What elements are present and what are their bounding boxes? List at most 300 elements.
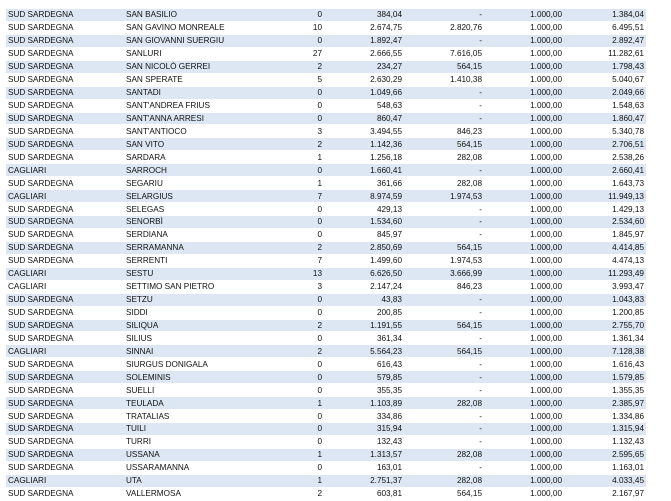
amount-c-cell: 1.000,00: [484, 34, 564, 47]
amount-c-cell: 1.000,00: [484, 112, 564, 125]
count-cell: 2: [274, 241, 324, 254]
amount-b-cell: 282,08: [404, 177, 484, 190]
municipality-cell: SANTADI: [124, 86, 274, 99]
table-row: [6, 21, 646, 34]
amount-a-cell: 2.147,24: [324, 280, 404, 293]
amount-a-cell: 163,01: [324, 461, 404, 474]
province-cell: SUD SARDEGNA: [6, 306, 124, 319]
table-row: [6, 86, 646, 99]
amount-a-cell: 334,86: [324, 410, 404, 423]
amount-a-cell: 234,27: [324, 60, 404, 73]
amount-b-cell: 2.820,76: [404, 21, 484, 34]
table-row: [6, 345, 646, 358]
amount-b-cell: 846,23: [404, 280, 484, 293]
table-row: [6, 435, 646, 448]
amount-b-cell: -: [404, 306, 484, 319]
total-cell: 1.361,34: [564, 332, 646, 345]
count-cell: 0: [274, 99, 324, 112]
amount-b-cell: -: [404, 293, 484, 306]
total-cell: 4.414,85: [564, 241, 646, 254]
amount-b-cell: -: [404, 164, 484, 177]
count-cell: 7: [274, 254, 324, 267]
count-cell: 0: [274, 423, 324, 436]
amount-c-cell: 1.000,00: [484, 138, 564, 151]
total-cell: 2.660,41: [564, 164, 646, 177]
province-cell: SUD SARDEGNA: [6, 9, 124, 21]
table-body: [6, 9, 646, 500]
table-row: [6, 190, 646, 203]
municipality-cell: SAN NICOLÒ GERREI: [124, 60, 274, 73]
total-cell: 1.845,97: [564, 228, 646, 241]
municipality-cell: SANT'ANNA ARRESI: [124, 112, 274, 125]
amount-b-cell: 1.410,38: [404, 73, 484, 86]
municipality-cell: USSARAMANNA: [124, 461, 274, 474]
amount-a-cell: 1.049,66: [324, 86, 404, 99]
amount-c-cell: 1.000,00: [484, 474, 564, 487]
province-cell: SUD SARDEGNA: [6, 461, 124, 474]
municipality-cell: TURRI: [124, 435, 274, 448]
total-cell: 1.798,43: [564, 60, 646, 73]
total-cell: 1.355,35: [564, 384, 646, 397]
total-cell: 2.167,97: [564, 487, 646, 500]
province-cell: SUD SARDEGNA: [6, 216, 124, 229]
data-table: [6, 9, 646, 501]
count-cell: 27: [274, 47, 324, 60]
total-cell: 1.643,73: [564, 177, 646, 190]
count-cell: 2: [274, 60, 324, 73]
total-cell: 1.429,13: [564, 203, 646, 216]
province-cell: SUD SARDEGNA: [6, 371, 124, 384]
amount-c-cell: 1.000,00: [484, 86, 564, 99]
amount-a-cell: 1.191,55: [324, 319, 404, 332]
amount-a-cell: 860,47: [324, 112, 404, 125]
count-cell: 7: [274, 190, 324, 203]
amount-b-cell: 564,15: [404, 138, 484, 151]
table-row: [6, 423, 646, 436]
municipality-cell: SEGARIU: [124, 177, 274, 190]
province-cell: SUD SARDEGNA: [6, 423, 124, 436]
total-cell: 7.128,38: [564, 345, 646, 358]
municipality-cell: UTA: [124, 474, 274, 487]
province-cell: SUD SARDEGNA: [6, 125, 124, 138]
total-cell: 2.538,26: [564, 151, 646, 164]
province-cell: SUD SARDEGNA: [6, 397, 124, 410]
amount-b-cell: -: [404, 203, 484, 216]
amount-c-cell: 1.000,00: [484, 435, 564, 448]
table-row: [6, 474, 646, 487]
province-cell: SUD SARDEGNA: [6, 60, 124, 73]
table-row: [6, 9, 646, 21]
province-cell: SUD SARDEGNA: [6, 177, 124, 190]
municipality-cell: SANT'ANDREA FRIUS: [124, 99, 274, 112]
count-cell: 0: [274, 34, 324, 47]
amount-a-cell: 2.630,29: [324, 73, 404, 86]
total-cell: 5.040,67: [564, 73, 646, 86]
amount-b-cell: 282,08: [404, 397, 484, 410]
province-cell: SUD SARDEGNA: [6, 358, 124, 371]
municipality-cell: SAN VITO: [124, 138, 274, 151]
amount-a-cell: 6.626,50: [324, 267, 404, 280]
total-cell: 2.049,66: [564, 86, 646, 99]
amount-a-cell: 1.534,60: [324, 216, 404, 229]
total-cell: 5.340,78: [564, 125, 646, 138]
amount-a-cell: 5.564,23: [324, 345, 404, 358]
amount-b-cell: 564,15: [404, 60, 484, 73]
amount-c-cell: 1.000,00: [484, 345, 564, 358]
province-cell: SUD SARDEGNA: [6, 47, 124, 60]
count-cell: 5: [274, 73, 324, 86]
count-cell: 0: [274, 164, 324, 177]
count-cell: 0: [274, 228, 324, 241]
amount-a-cell: 355,35: [324, 384, 404, 397]
amount-c-cell: 1.000,00: [484, 177, 564, 190]
amount-a-cell: 2.751,37: [324, 474, 404, 487]
table-row: [6, 138, 646, 151]
table-row: [6, 216, 646, 229]
province-cell: CAGLIARI: [6, 280, 124, 293]
municipality-cell: SAN SPERATE: [124, 73, 274, 86]
table-row: [6, 332, 646, 345]
total-cell: 2.595,65: [564, 448, 646, 461]
amount-c-cell: 1.000,00: [484, 358, 564, 371]
amount-c-cell: 1.000,00: [484, 410, 564, 423]
amount-a-cell: 2.850,69: [324, 241, 404, 254]
total-cell: 11.293,49: [564, 267, 646, 280]
table-row: [6, 358, 646, 371]
amount-c-cell: 1.000,00: [484, 164, 564, 177]
municipality-cell: SENORBÌ: [124, 216, 274, 229]
count-cell: 0: [274, 112, 324, 125]
municipality-cell: SAN BASILIO: [124, 9, 274, 21]
total-cell: 1.548,63: [564, 99, 646, 112]
count-cell: 1: [274, 177, 324, 190]
province-cell: SUD SARDEGNA: [6, 228, 124, 241]
count-cell: 0: [274, 461, 324, 474]
amount-c-cell: 1.000,00: [484, 332, 564, 345]
municipality-cell: SINNAI: [124, 345, 274, 358]
amount-b-cell: 564,15: [404, 319, 484, 332]
total-cell: 1.616,43: [564, 358, 646, 371]
amount-b-cell: -: [404, 112, 484, 125]
count-cell: 0: [274, 86, 324, 99]
amount-c-cell: 1.000,00: [484, 241, 564, 254]
count-cell: 2: [274, 487, 324, 500]
municipality-cell: SIURGUS DONIGALA: [124, 358, 274, 371]
total-cell: 6.495,51: [564, 21, 646, 34]
amount-a-cell: 384,04: [324, 9, 404, 21]
municipality-cell: SAN GIOVANNI SUERGIU: [124, 34, 274, 47]
province-cell: SUD SARDEGNA: [6, 73, 124, 86]
municipality-cell: SARROCH: [124, 164, 274, 177]
count-cell: 1: [274, 397, 324, 410]
table-row: [6, 151, 646, 164]
amount-b-cell: -: [404, 384, 484, 397]
table-row: [6, 228, 646, 241]
municipality-cell: SERRAMANNA: [124, 241, 274, 254]
province-cell: SUD SARDEGNA: [6, 448, 124, 461]
amount-a-cell: 1.103,89: [324, 397, 404, 410]
total-cell: 2.385,97: [564, 397, 646, 410]
count-cell: 0: [274, 203, 324, 216]
amount-c-cell: 1.000,00: [484, 203, 564, 216]
province-cell: SUD SARDEGNA: [6, 293, 124, 306]
amount-a-cell: 1.313,57: [324, 448, 404, 461]
province-cell: SUD SARDEGNA: [6, 21, 124, 34]
amount-b-cell: -: [404, 34, 484, 47]
amount-a-cell: 1.256,18: [324, 151, 404, 164]
province-cell: SUD SARDEGNA: [6, 34, 124, 47]
province-cell: SUD SARDEGNA: [6, 99, 124, 112]
table-row: [6, 280, 646, 293]
total-cell: 1.043,83: [564, 293, 646, 306]
total-cell: 4.474,13: [564, 254, 646, 267]
amount-b-cell: -: [404, 423, 484, 436]
province-cell: SUD SARDEGNA: [6, 319, 124, 332]
amount-c-cell: 1.000,00: [484, 21, 564, 34]
table-row: [6, 319, 646, 332]
municipality-cell: SELARGIUS: [124, 190, 274, 203]
amount-c-cell: 1.000,00: [484, 99, 564, 112]
amount-b-cell: 846,23: [404, 125, 484, 138]
table-row: [6, 306, 646, 319]
amount-c-cell: 1.000,00: [484, 423, 564, 436]
municipality-cell: TUILI: [124, 423, 274, 436]
province-cell: SUD SARDEGNA: [6, 151, 124, 164]
municipality-cell: SIDDI: [124, 306, 274, 319]
amount-b-cell: -: [404, 228, 484, 241]
count-cell: 1: [274, 151, 324, 164]
table-row: [6, 34, 646, 47]
table-row: [6, 60, 646, 73]
municipality-cell: SANT'ANTIOCO: [124, 125, 274, 138]
total-cell: 1.384,04: [564, 9, 646, 21]
amount-b-cell: 564,15: [404, 345, 484, 358]
province-cell: SUD SARDEGNA: [6, 410, 124, 423]
total-cell: 2.892,47: [564, 34, 646, 47]
table-row: [6, 203, 646, 216]
table-row: [6, 125, 646, 138]
count-cell: 0: [274, 306, 324, 319]
count-cell: 2: [274, 345, 324, 358]
amount-c-cell: 1.000,00: [484, 9, 564, 21]
municipality-cell: SETTIMO SAN PIETRO: [124, 280, 274, 293]
amount-c-cell: 1.000,00: [484, 319, 564, 332]
count-cell: 0: [274, 293, 324, 306]
amount-a-cell: 2.674,75: [324, 21, 404, 34]
municipality-cell: TRATALIAS: [124, 410, 274, 423]
amount-a-cell: 200,85: [324, 306, 404, 319]
count-cell: 0: [274, 410, 324, 423]
table-row: [6, 254, 646, 267]
count-cell: 2: [274, 319, 324, 332]
amount-b-cell: -: [404, 371, 484, 384]
table-row: [6, 397, 646, 410]
province-cell: CAGLIARI: [6, 474, 124, 487]
amount-c-cell: 1.000,00: [484, 371, 564, 384]
amount-b-cell: 282,08: [404, 151, 484, 164]
amount-b-cell: 282,08: [404, 474, 484, 487]
total-cell: 2.706,51: [564, 138, 646, 151]
amount-b-cell: 282,08: [404, 448, 484, 461]
province-cell: CAGLIARI: [6, 267, 124, 280]
amount-b-cell: 1.974,53: [404, 254, 484, 267]
municipality-cell: SILIQUA: [124, 319, 274, 332]
table-row: [6, 371, 646, 384]
amount-c-cell: 1.000,00: [484, 190, 564, 203]
table-row: [6, 112, 646, 125]
province-cell: SUD SARDEGNA: [6, 435, 124, 448]
amount-a-cell: 361,34: [324, 332, 404, 345]
amount-a-cell: 1.142,36: [324, 138, 404, 151]
municipality-cell: SERRENTI: [124, 254, 274, 267]
amount-a-cell: 361,66: [324, 177, 404, 190]
total-cell: 1.579,85: [564, 371, 646, 384]
amount-b-cell: 564,15: [404, 487, 484, 500]
province-cell: SUD SARDEGNA: [6, 203, 124, 216]
amount-b-cell: -: [404, 435, 484, 448]
table-row: [6, 47, 646, 60]
count-cell: 3: [274, 125, 324, 138]
municipality-cell: SESTU: [124, 267, 274, 280]
count-cell: 10: [274, 21, 324, 34]
count-cell: 0: [274, 9, 324, 21]
municipality-cell: USSANA: [124, 448, 274, 461]
amount-c-cell: 1.000,00: [484, 293, 564, 306]
total-cell: 3.993,47: [564, 280, 646, 293]
count-cell: 1: [274, 448, 324, 461]
municipality-cell: SAN GAVINO MONREALE: [124, 21, 274, 34]
municipality-cell: VALLERMOSA: [124, 487, 274, 500]
amount-a-cell: 548,63: [324, 99, 404, 112]
municipality-cell: SOLEMINIS: [124, 371, 274, 384]
amount-a-cell: 132,43: [324, 435, 404, 448]
count-cell: 0: [274, 435, 324, 448]
amount-c-cell: 1.000,00: [484, 461, 564, 474]
municipality-cell: SUELLI: [124, 384, 274, 397]
count-cell: 2: [274, 138, 324, 151]
table-row: [6, 448, 646, 461]
amount-c-cell: 1.000,00: [484, 60, 564, 73]
table-row: [6, 461, 646, 474]
amount-a-cell: 315,94: [324, 423, 404, 436]
municipality-cell: SILIUS: [124, 332, 274, 345]
amount-c-cell: 1.000,00: [484, 487, 564, 500]
amount-b-cell: 564,15: [404, 241, 484, 254]
municipality-cell: SARDARA: [124, 151, 274, 164]
amount-b-cell: -: [404, 86, 484, 99]
amount-a-cell: 845,97: [324, 228, 404, 241]
table-row: [6, 164, 646, 177]
province-cell: SUD SARDEGNA: [6, 86, 124, 99]
table-row: [6, 410, 646, 423]
province-cell: SUD SARDEGNA: [6, 487, 124, 500]
amount-a-cell: 1.660,41: [324, 164, 404, 177]
amount-b-cell: 3.666,99: [404, 267, 484, 280]
province-cell: SUD SARDEGNA: [6, 332, 124, 345]
total-cell: 1.200,85: [564, 306, 646, 319]
province-cell: SUD SARDEGNA: [6, 241, 124, 254]
table-row: [6, 177, 646, 190]
total-cell: 1.860,47: [564, 112, 646, 125]
total-cell: 2.755,70: [564, 319, 646, 332]
amount-a-cell: 579,85: [324, 371, 404, 384]
municipality-cell: SETZU: [124, 293, 274, 306]
province-cell: CAGLIARI: [6, 164, 124, 177]
amount-b-cell: -: [404, 9, 484, 21]
amount-c-cell: 1.000,00: [484, 306, 564, 319]
amount-c-cell: 1.000,00: [484, 216, 564, 229]
province-cell: SUD SARDEGNA: [6, 384, 124, 397]
total-cell: 1.132,43: [564, 435, 646, 448]
amount-a-cell: 429,13: [324, 203, 404, 216]
province-cell: SUD SARDEGNA: [6, 254, 124, 267]
amount-c-cell: 1.000,00: [484, 267, 564, 280]
table-row: [6, 267, 646, 280]
amount-b-cell: 1.974,53: [404, 190, 484, 203]
amount-c-cell: 1.000,00: [484, 47, 564, 60]
count-cell: 1: [274, 474, 324, 487]
amount-a-cell: 8.974,59: [324, 190, 404, 203]
table-row: [6, 487, 646, 500]
amount-c-cell: 1.000,00: [484, 228, 564, 241]
count-cell: 0: [274, 384, 324, 397]
count-cell: 0: [274, 216, 324, 229]
amount-c-cell: 1.000,00: [484, 151, 564, 164]
municipality-cell: SERDIANA: [124, 228, 274, 241]
table-row: [6, 384, 646, 397]
amount-a-cell: 1.499,60: [324, 254, 404, 267]
province-cell: SUD SARDEGNA: [6, 112, 124, 125]
total-cell: 2.534,60: [564, 216, 646, 229]
amount-b-cell: 7.616,05: [404, 47, 484, 60]
amount-b-cell: -: [404, 99, 484, 112]
amount-c-cell: 1.000,00: [484, 384, 564, 397]
table-row: [6, 99, 646, 112]
amount-c-cell: 1.000,00: [484, 73, 564, 86]
amount-b-cell: -: [404, 216, 484, 229]
amount-a-cell: 603,81: [324, 487, 404, 500]
total-cell: 11.949,13: [564, 190, 646, 203]
total-cell: 1.334,86: [564, 410, 646, 423]
municipality-cell: SELEGAS: [124, 203, 274, 216]
province-cell: SUD SARDEGNA: [6, 138, 124, 151]
count-cell: 3: [274, 280, 324, 293]
municipality-cell: SANLURI: [124, 47, 274, 60]
total-cell: 1.163,01: [564, 461, 646, 474]
amount-c-cell: 1.000,00: [484, 448, 564, 461]
count-cell: 0: [274, 358, 324, 371]
amount-a-cell: 3.494,55: [324, 125, 404, 138]
amount-b-cell: -: [404, 332, 484, 345]
amount-a-cell: 43,83: [324, 293, 404, 306]
amount-b-cell: -: [404, 461, 484, 474]
amount-a-cell: 616,43: [324, 358, 404, 371]
table-row: [6, 73, 646, 86]
table-row: [6, 293, 646, 306]
total-cell: 11.282,61: [564, 47, 646, 60]
total-cell: 1.315,94: [564, 423, 646, 436]
amount-b-cell: -: [404, 358, 484, 371]
amount-c-cell: 1.000,00: [484, 280, 564, 293]
amount-c-cell: 1.000,00: [484, 254, 564, 267]
amount-a-cell: 1.892,47: [324, 34, 404, 47]
total-cell: 4.033,45: [564, 474, 646, 487]
province-cell: CAGLIARI: [6, 345, 124, 358]
count-cell: 13: [274, 267, 324, 280]
table-row: [6, 241, 646, 254]
province-cell: CAGLIARI: [6, 190, 124, 203]
amount-b-cell: -: [404, 410, 484, 423]
